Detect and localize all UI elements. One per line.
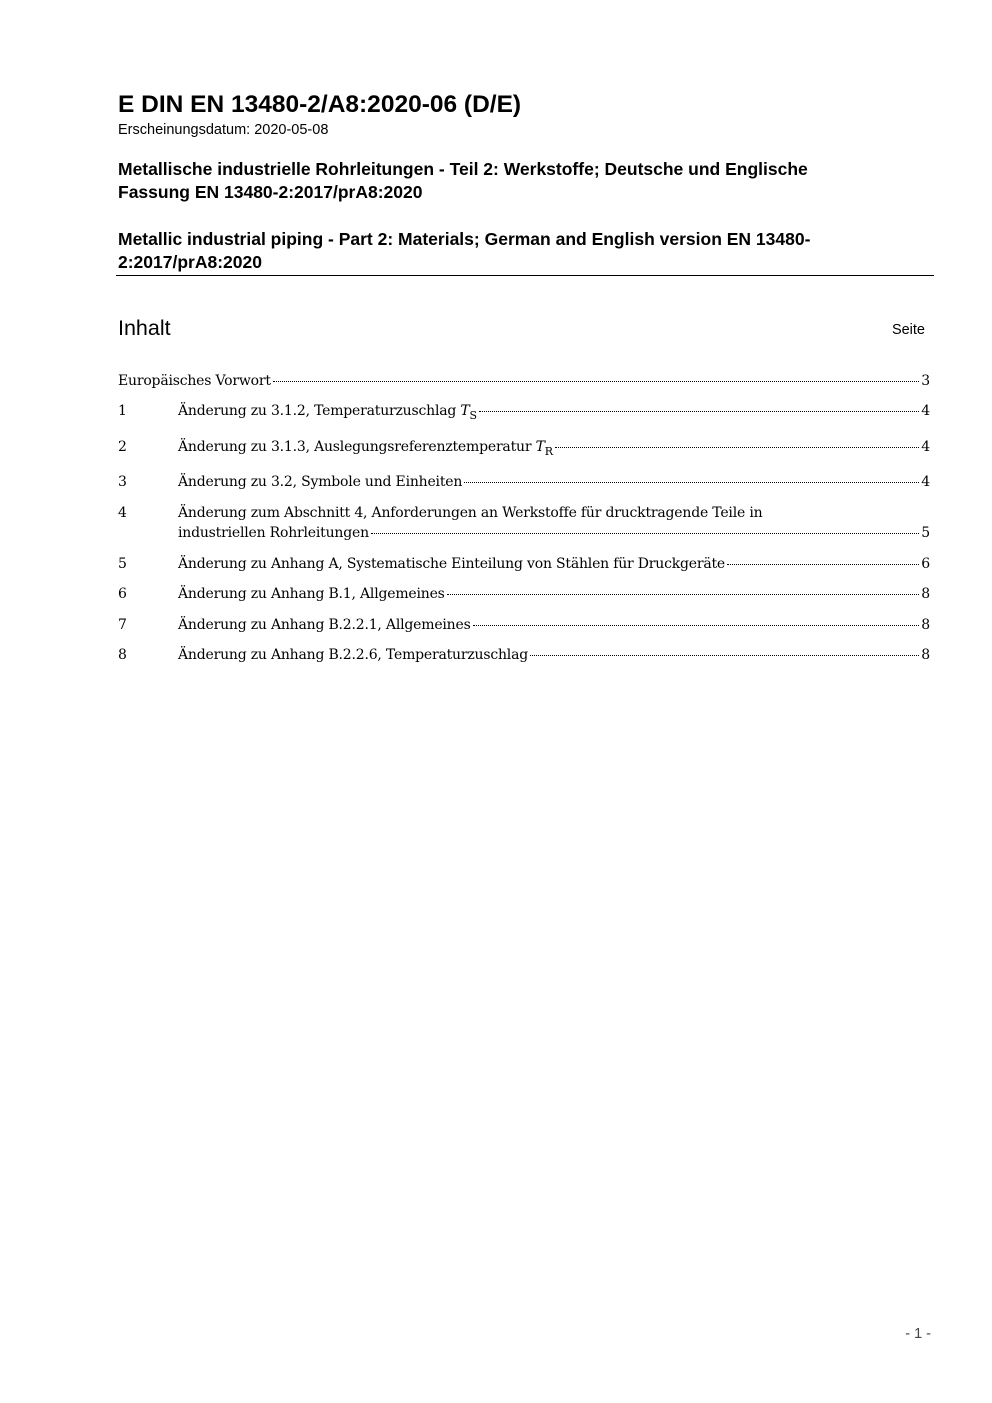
toc-entry-8[interactable] (118, 645, 930, 665)
title-english (118, 228, 918, 274)
toc-entry-text: Änderung zu 3.1.2, Temperaturzuschlag $T_S$ (178, 403, 477, 422)
toc-entry-2[interactable] (118, 437, 930, 458)
toc-entry-page: 8 (921, 647, 930, 663)
toc-entry-page: 8 (921, 617, 930, 633)
toc-leader-dots (464, 481, 919, 483)
toc-entry-text-continued: industriellen Rohrleitungen (178, 525, 369, 541)
toc-entry-page: 6 (921, 556, 930, 572)
toc-entry-number: 5 (118, 556, 127, 572)
title-german-line-1: Metallische industrielle Rohrleitungen - Teil 2: Werkstoffe; Deutsche und Englische (118, 159, 808, 179)
toc-entry-number: 4 (118, 505, 127, 521)
toc-leader-dots (371, 532, 919, 534)
page-number: - 1 - (905, 1326, 931, 1342)
toc-entry-page: 5 (921, 525, 930, 541)
toc-entry-page: 4 (921, 474, 930, 490)
toc-entry-text: Änderung zu Anhang B.1, Allgemeines (178, 586, 445, 602)
toc-entry-text: Änderung zu Anhang B.2.2.1, Allgemeines (178, 617, 471, 633)
toc-entry-1[interactable] (118, 401, 930, 422)
toc-entry-number: 6 (118, 586, 127, 602)
toc-entry-text: Änderung zu 3.2, Symbole und Einheiten (178, 474, 463, 490)
toc-leader-dots (555, 446, 919, 448)
toc-entry-text: Änderung zu 3.1.3, Auslegungsreferenztemperatur $T_R$ (178, 439, 553, 458)
toc-entry-number: 7 (118, 617, 127, 633)
header-divider (116, 275, 934, 276)
toc-leader-dots (473, 624, 920, 626)
toc-entry-page: 3 (921, 373, 930, 389)
toc-entry-number: 1 (118, 403, 127, 419)
symbol-t: T (535, 439, 545, 455)
toc-leader-dots (273, 380, 919, 382)
toc-leader-dots (727, 563, 919, 565)
toc-entry-text: Änderung zu Anhang A, Systematische Einteilung von Stählen für Druckgeräte (178, 556, 726, 572)
toc-entry-5[interactable] (118, 554, 930, 574)
toc-entry-number: 8 (118, 647, 127, 663)
toc-heading: Inhalt (118, 316, 171, 340)
title-german-line-2: Fassung EN 13480-2:2017/prA8:2020 (118, 182, 423, 202)
subscript-s: S (469, 409, 477, 422)
toc-entry-page: 4 (921, 403, 930, 419)
toc-entry-text: Europäisches Vorwort (118, 373, 271, 389)
toc-entry-7[interactable] (118, 615, 930, 635)
toc-entry-page: 8 (921, 586, 930, 602)
symbol-t: T (460, 403, 470, 419)
toc-page-label: Seite (891, 322, 925, 338)
toc-entry-foreword[interactable] (118, 371, 930, 391)
toc-entry-text: Änderung zum Abschnitt 4, Anforderungen an Werkstoffe für drucktragende Teile in (178, 505, 763, 521)
toc-entry-number: 2 (118, 439, 127, 455)
toc-leader-dots (479, 410, 919, 412)
toc-entry-page: 4 (921, 439, 930, 455)
toc-leader-dots (530, 654, 919, 656)
title-english-line-1: Metallic industrial piping - Part 2: Materials; German and English version EN 13480- (118, 229, 811, 249)
toc-entry-number: 3 (118, 474, 127, 490)
subscript-r: R (544, 445, 553, 458)
toc-entry-text: Änderung zu Anhang B.2.2.6, Temperaturzuschlag (178, 647, 528, 663)
toc-entry-4[interactable] (118, 503, 930, 543)
document-id: E DIN EN 13480-2/A8:2020-06 (D/E) (118, 91, 522, 118)
toc-entry-3[interactable] (118, 472, 930, 492)
toc-leader-dots (447, 593, 920, 595)
publication-date: Erscheinungsdatum: 2020-05-08 (118, 122, 329, 138)
title-german (118, 158, 918, 204)
title-english-line-2: 2:2017/prA8:2020 (118, 252, 262, 272)
toc-entry-6[interactable] (118, 584, 930, 604)
